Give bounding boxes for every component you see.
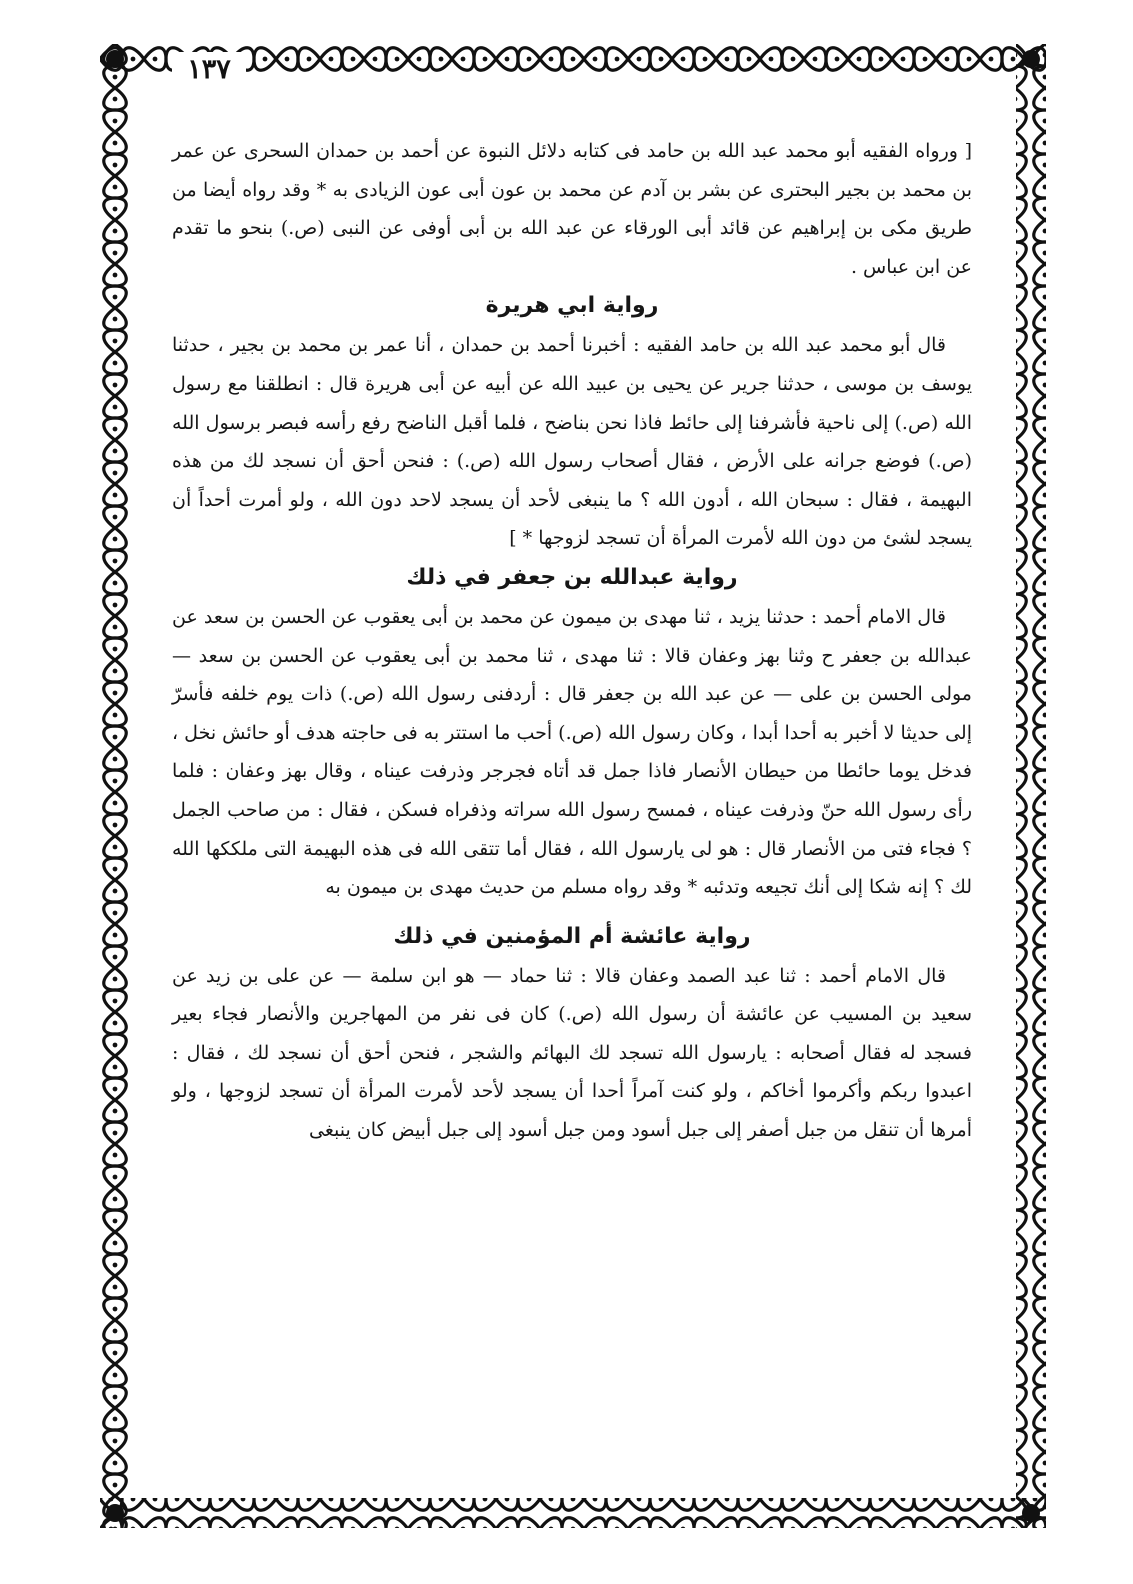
spacer [172,907,972,917]
paragraph-abdullah-ibn-jafar: قال الامام أحمد : حدثنا يزيد ، ثنا مهدى بن ميمون عن محمد بن أبى يعقوب عن الحسن بن سعد عن عبدالله بن جعفر ح وثنا بهز وعفان قالا : ثنا مهدى ، ثنا محمد بن أبى يعقوب عن الحسن بن سعد — مولى الحسن بن على — عن عبد الله بن جعفر قال : أردفنى رسول الله (ص.) ذات يوم خلفه فأسرّ إلى حديثا لا أخبر به أحدا أبدا ، وكان رسول الله (ص.) أحب ما استتر به فى حاجته هدف أو حائش نخل ، فدخل يوما حائطا من حيطان الأنصار فاذا جمل قد أتاه فجرجر وذرفت عيناه ، وقال بهز وعفان : فلما رأى رسول الله حنّ وذرفت عيناه ، فمسح رسول الله سراته وذفراه فسكن ، فقال : من صاحب الجمل ؟ فجاء فتى من الأنصار قال : هو لى يارسول الله ، فقال أما تتقى الله فى هذه البهيمة التى ملككها الله لك ؟ إنه شكا إلى أنك تجيعه وتدئبه * وقد رواه مسلم من حديث مهدى بن ميمون به [172,605,972,899]
heading-abu-hurayra: رواية ابي هريرة [485,293,659,319]
heading-abdullah-ibn-jafar: رواية عبدالله بن جعفر في ذلك [406,564,738,590]
page-body [172,132,972,1150]
paragraph-aisha: قال الامام أحمد : ثنا عبد الصمد وعفان قالا : ثنا حماد — هو ابن سلمة — عن على بن زيد عن سعيد بن المسيب عن عائشة أن رسول الله (ص.) كان فى نفر من المهاجرين والأنصار فجاء بعير فسجد له فقال أصحابه : يارسول الله تسجد لك البهائم والشجر ، فنحن أحق أن نسجد لك ، فقال : اعبدوا ربكم وأكرموا أخاكم ، ولو كنت آمراً أحدا أن يسجد لأحد لأمرت المرأة أن تسجد لزوجها ، ولو أمرها أن تنقل من جبل أصفر إلى جبل أسود ومن جبل أسود إلى جبل أبيض كان ينبغى [172,964,972,1142]
paragraph-abu-hurayra: قال أبو محمد عبد الله بن حامد الفقيه : أخبرنا أحمد بن حمدان ، أنا عمر بن محمد بن بجير ، حدثنا يوسف بن موسى ، حدثنا جرير عن يحيى بن عبيد الله عن أبيه عن أبى هريرة قال : انطلقنا مع رسول الله (ص.) إلى ناحية فأشرفنا إلى حائط فاذا نحن بناضح ، فلما أقبل الناضح رفع رأسه فبصر برسول الله (ص.) فوضع جرانه على الأرض ، فقال أصحاب رسول الله (ص.) : فنحن أحق أن نسجد لك من هذه البهيمة ، فقال : سبحان الله ، أدون الله ؟ ما ينبغى لأحد أن يسجد لاحد دون الله ، ولو أمرت أحداً أن يسجد لشئ من دون الله لأمرت المرأة أن تسجد لزوجها * ] [172,334,972,550]
heading-aisha: رواية عائشة أم المؤمنين في ذلك [393,923,751,949]
page-number: ١٣٧ [172,52,246,88]
paragraph-opening: [ ورواه الفقيه أبو محمد عبد الله بن حامد فى كتابه دلائل النبوة عن أحمد بن حمدان السحرى عن عمر بن محمد بن بجير البحترى عن بشر بن آدم عن محمد بن عون أبى عون الزيادى به * وقد رواه أيضا من طريق مكى بن إبراهيم عن قائد أبى الورقاء عن عبد الله بن أبى أوفى عن النبى (ص.) بنحو ما تقدم عن ابن عباس . [172,140,972,278]
